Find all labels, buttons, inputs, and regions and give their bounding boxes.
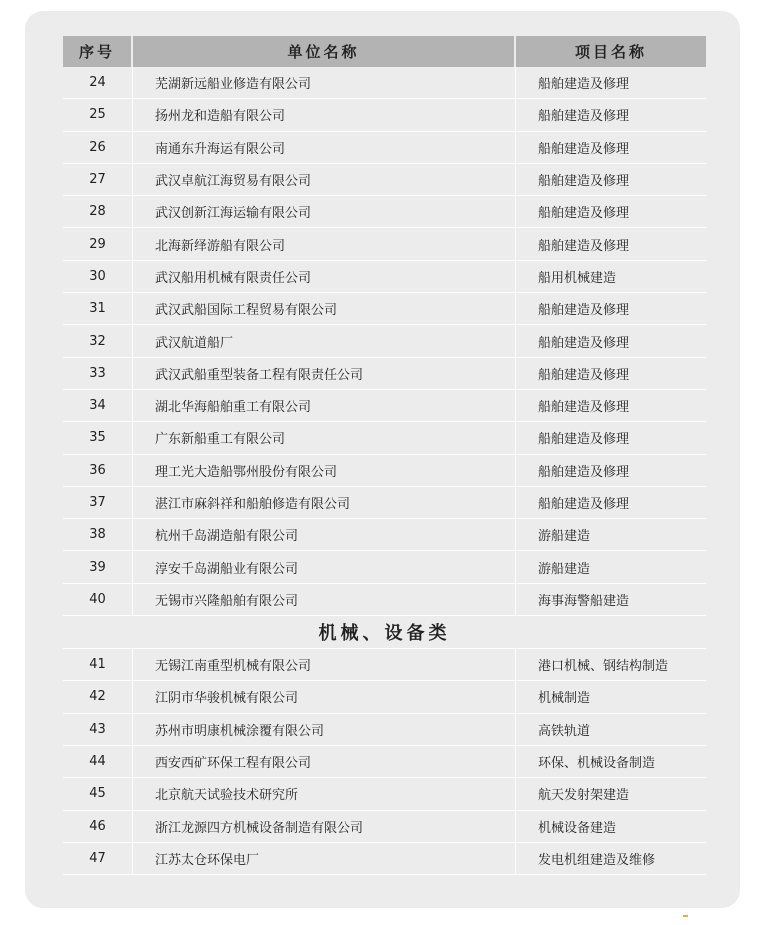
table-row (63, 164, 706, 196)
row-unit-name: 理工光大造船鄂州股份有限公司 (133, 455, 516, 486)
row-unit-name: 武汉船用机械有限责任公司 (133, 261, 516, 292)
row-project-name: 船用机械建造 (538, 270, 617, 286)
row-project-name: 港口机械、钢结构制造 (538, 659, 669, 675)
row-index: 42 (63, 681, 133, 712)
row-project-name: 船舶建造及修理 (538, 109, 630, 125)
table-row (63, 293, 706, 325)
row-project-name: 游船建造 (538, 561, 591, 577)
table-row (63, 811, 706, 843)
table-row (63, 681, 706, 713)
table-row (63, 584, 706, 616)
row-project-name: 船舶建造及修理 (538, 400, 630, 416)
row-index: 41 (63, 649, 133, 680)
row-index: 33 (63, 358, 133, 389)
row-project-name: 机械制造 (538, 691, 591, 707)
row-unit-name: 无锡江南重型机械有限公司 (133, 649, 516, 680)
row-index: 39 (63, 551, 133, 582)
row-project-name: 船舶建造及修理 (538, 432, 630, 448)
table-row (63, 325, 706, 357)
row-project-name: 船舶建造及修理 (538, 367, 630, 383)
row-unit-name: 武汉武船国际工程贸易有限公司 (133, 293, 516, 324)
row-project-name: 航天发射架建造 (538, 788, 630, 804)
table-row (63, 455, 706, 487)
row-unit-name: 西安西矿环保工程有限公司 (133, 746, 516, 777)
row-unit-name: 无锡市兴隆船舶有限公司 (133, 584, 516, 615)
row-index: 37 (63, 487, 133, 518)
row-project-name: 船舶建造及修理 (538, 77, 630, 93)
row-unit-name: 苏州市明康机械涂覆有限公司 (133, 714, 516, 745)
row-unit-name: 芜湖新远船业修造有限公司 (133, 67, 516, 98)
table-row (63, 422, 706, 454)
row-project-name: 船舶建造及修理 (538, 238, 630, 254)
row-unit-name: 武汉武船重型装备工程有限责任公司 (133, 358, 516, 389)
table-row (63, 99, 706, 131)
company-table (63, 36, 706, 875)
table-row (63, 228, 706, 260)
ship-group (63, 67, 706, 616)
row-project-name: 海事海警船建造 (538, 593, 630, 609)
machinery-group (63, 649, 706, 875)
row-unit-name: 武汉航道船厂 (133, 325, 516, 356)
row-unit-name: 湖北华海船舶重工有限公司 (133, 390, 516, 421)
row-project-name: 机械设备建造 (538, 820, 617, 836)
row-index: 27 (63, 164, 133, 195)
row-project-name: 船舶建造及修理 (538, 335, 630, 351)
row-unit-name: 扬州龙和造船有限公司 (133, 99, 516, 130)
row-unit-name: 南通东升海运有限公司 (133, 132, 516, 163)
table-row (63, 746, 706, 778)
row-index: 44 (63, 746, 133, 777)
row-index: 28 (63, 196, 133, 227)
table-row (63, 649, 706, 681)
table-row (63, 390, 706, 422)
row-unit-name: 广东新船重工有限公司 (133, 422, 516, 453)
row-unit-name: 江苏太仓环保电厂 (133, 843, 516, 874)
header-index: 序号 (63, 36, 133, 67)
row-index: 31 (63, 293, 133, 324)
row-project-name: 船舶建造及修理 (538, 497, 630, 512)
row-index: 29 (63, 228, 133, 259)
row-index: 34 (63, 390, 133, 421)
row-project-name: 船舶建造及修理 (538, 206, 630, 222)
row-index: 32 (63, 325, 133, 356)
row-project-name: 高铁轨道 (538, 723, 591, 739)
row-index: 45 (63, 778, 133, 809)
row-project-name: 环保、机械设备制造 (538, 756, 656, 772)
row-unit-name: 杭州千岛湖造船有限公司 (133, 519, 516, 550)
table-row (63, 551, 706, 583)
section-title: 机械、设备类 (63, 616, 706, 649)
table-row (63, 843, 706, 875)
row-index: 24 (63, 67, 133, 98)
row-index: 47 (63, 843, 133, 874)
row-project-name: 船舶建造及修理 (538, 141, 630, 157)
table-row (63, 132, 706, 164)
table-row (63, 196, 706, 228)
row-index: 43 (63, 714, 133, 745)
row-project-name: 游船建造 (538, 529, 591, 545)
row-index: 35 (63, 422, 133, 453)
row-index: 26 (63, 132, 133, 163)
row-unit-name: 浙江龙源四方机械设备制造有限公司 (133, 811, 516, 842)
row-unit-name: 武汉卓航江海贸易有限公司 (133, 164, 516, 195)
row-index: 25 (63, 99, 133, 130)
row-project-name: 船舶建造及修理 (538, 303, 630, 319)
row-unit-name: 江阴市华骏机械有限公司 (133, 681, 516, 712)
row-project-name: 船舶建造及修理 (538, 464, 630, 480)
row-unit-name: 北京航天试验技术研究所 (133, 778, 516, 809)
header-project-name: 项目名称 (574, 43, 647, 61)
table-row (63, 519, 706, 551)
row-project-name: 发电机组建造及维修 (538, 852, 656, 868)
table-header (63, 36, 706, 67)
row-project-name: 船舶建造及修理 (538, 174, 630, 190)
table-row (63, 67, 706, 99)
table-row (63, 714, 706, 746)
row-index: 38 (63, 519, 133, 550)
header-unit-name: 单位名称 (133, 36, 516, 67)
row-unit-name: 武汉创新江海运输有限公司 (133, 196, 516, 227)
table-row (63, 358, 706, 390)
row-index: 40 (63, 584, 133, 615)
table-row (63, 778, 706, 810)
row-index: 30 (63, 261, 133, 292)
row-index: 36 (63, 455, 133, 486)
row-unit-name: 淳安千岛湖船业有限公司 (133, 551, 516, 582)
row-index: 46 (63, 811, 133, 842)
table-row (63, 487, 706, 519)
row-unit-name: 湛江市麻斜祥和船舶修造有限公司 (133, 487, 516, 518)
decorative-mark (683, 915, 688, 917)
table-row (63, 261, 706, 293)
row-unit-name: 北海新绎游船有限公司 (133, 228, 516, 259)
